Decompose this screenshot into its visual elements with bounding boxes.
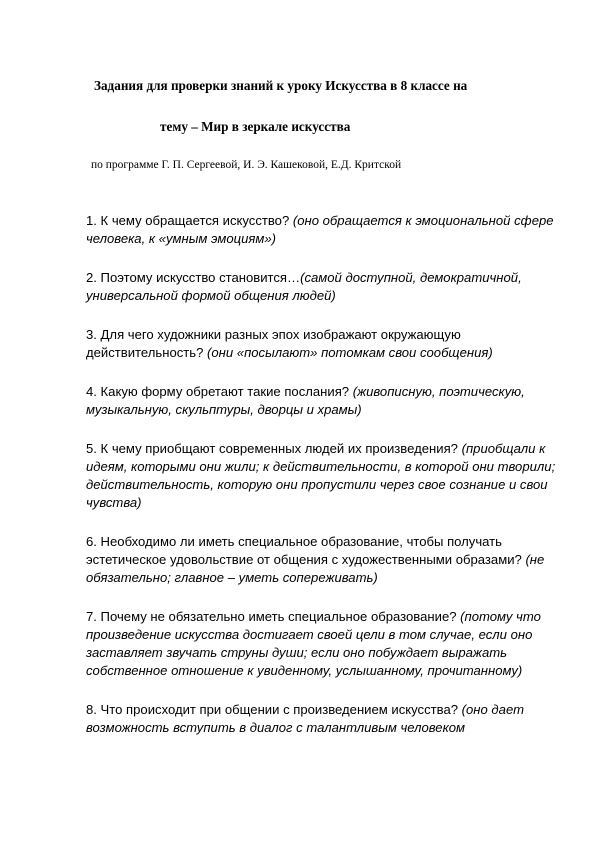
question-3 (86, 326, 556, 362)
question-answer: (самой доступной, демократичной, универсальной формой общения людей) (86, 270, 522, 303)
question-text: 3. Для чего художники разных эпох изображают окружающую действительность? (86, 327, 461, 360)
document-title-line-2: тему – Мир в зеркале искусства (160, 119, 351, 134)
question-answer: (живописную, поэтическую, музыкальную, скульптуры, дворцы и храмы) (86, 384, 525, 417)
question-text: 4. Какую форму обретают такие послания? (86, 384, 353, 399)
question-8 (86, 701, 556, 737)
question-text: 5. К чему приобщают современных людей их произведения? (86, 441, 462, 456)
question-4 (86, 383, 556, 419)
question-text: 6. Необходимо ли иметь специальное образование, чтобы получать эстетическое удовольствие от общения с художественными образами? (86, 534, 526, 567)
question-text: 2. Поэтому искусство становится… (86, 270, 301, 285)
question-1 (86, 212, 556, 248)
document-title-line-1: Задания для проверки знаний к уроку Искусства в 8 классе на (94, 78, 468, 93)
document-subtitle: по программе Г. П. Сергеевой, И. Э. Кашековой, Е.Д. Критской (91, 159, 402, 171)
question-answer: (потому что произведение искусства достигает своей цели в том случае, если оно заставляет звучать струны души; если оно побуждает выражать собственное отношение к увиденному, услышанному, прочитанному) (86, 609, 541, 678)
question-answer: (оно обращается к эмоциональной сфере человека, к «умным эмоциям») (86, 213, 554, 246)
question-5 (86, 440, 556, 512)
question-text: 7. Почему не обязательно иметь специальное образование? (86, 609, 461, 624)
question-answer: (приобщали к идеям, которыми они жили; к действительности, в которой они творили; действительность, которую они пропустили через свое сознание и свои чувства) (86, 441, 556, 510)
question-text: 1. К чему обращается искусство? (86, 213, 293, 228)
question-7 (86, 608, 556, 680)
question-answer: (не обязательно; главное – уметь сопереживать) (86, 552, 545, 585)
question-text: 8. Что происходит при общении с произведением искусства? (86, 702, 462, 717)
questions-list (86, 212, 556, 758)
question-6 (86, 533, 556, 587)
question-answer: (они «посылают» потомкам свои сообщения) (207, 345, 493, 360)
question-2 (86, 269, 556, 305)
question-answer: (оно дает возможность вступить в диалог с талантливым человеком (86, 702, 524, 735)
